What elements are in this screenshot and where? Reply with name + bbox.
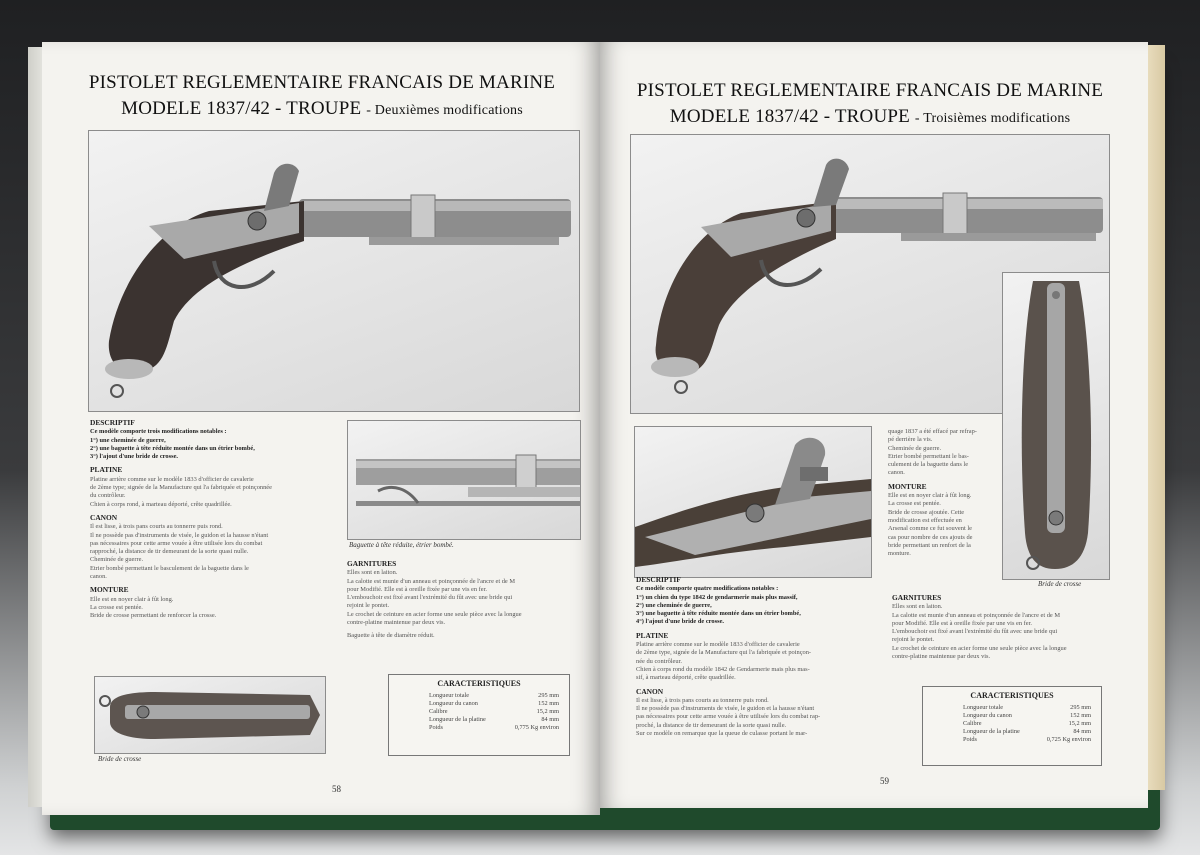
right-descriptif-line: Ce modèle comporte quatre modifications notables :: [636, 585, 779, 593]
right-platine-heading: PLATINE: [636, 630, 669, 640]
right-text-column-2: [888, 428, 1004, 558]
left-descriptif-line: 3°) l'ajout d'une bride de crosse.: [90, 453, 179, 461]
right-canon-line: Il ne possède pas d'instruments de visée, le guidon et la hausse n'étant: [636, 705, 815, 713]
right-text-column-1: [636, 576, 886, 738]
right-monture-line: monture.: [888, 550, 911, 558]
right-spec-row: [923, 704, 1101, 712]
left-canon-line: Etrier bombé permettant le basculement de la baguette dans le: [90, 564, 249, 572]
spec-label: Longueur du canon: [963, 712, 1012, 719]
left-canon-line: canon.: [90, 573, 107, 581]
left-main-pistol-photo: [88, 130, 580, 412]
right-canon-line: proché, la distance de tir demeurant de la sorte quasi nulle.: [636, 721, 787, 729]
right-descriptif-line: 1°) un chien du type 1842 de gendarmerie mais plus massif,: [636, 593, 798, 601]
right-canon-continued-line: culement de la baguette dans le: [888, 461, 969, 469]
spec-label: Longueur de la platine: [963, 728, 1020, 735]
left-garnitures-line: La calotte est munie d'un anneau et poinçonnée de l'ancre et de M: [347, 577, 516, 585]
left-descriptif-line: 2°) une baguette à tête réduite montée dans un étrier bombé,: [90, 444, 255, 452]
left-spec-row: [389, 708, 569, 716]
left-title-subtitle: - Deuxièmes modifications: [366, 103, 523, 118]
spec-label: Longueur du canon: [429, 700, 478, 707]
right-garnitures-line: Le crochet de ceinture en acier forme une seule pièce avec la longue: [892, 644, 1067, 652]
right-canon-continued-line: quage 1837 a été effacé par refrap-: [888, 428, 977, 435]
right-platine-line: Chien à corps rond du modèle 1842 de Gendarmerie mais plus mas-: [636, 665, 810, 673]
left-garnitures-line: L'embouchoir est fixé avant l'extrémité du fût avec une bride qui: [347, 594, 513, 602]
right-canon-heading: CANON: [636, 686, 664, 696]
right-canon-line: pas nécessaires pour cette arme vouée à être utilisée lors du combat rap-: [636, 713, 821, 721]
left-monture-line: Bride de crosse permettant de renforcer la crosse.: [90, 612, 217, 620]
left-garnitures-line: contre-platine maintenue par deux vis.: [347, 619, 446, 627]
left-spec-row: [389, 724, 569, 732]
left-canon-line: rapproché, la distance de tir demeurant de la sorte quasi nulle.: [90, 548, 249, 556]
bride-de-crosse-icon: [95, 677, 325, 753]
right-spec-row: [923, 720, 1101, 728]
left-descriptif-line: Ce modèle comporte trois modifications notables :: [90, 428, 227, 436]
right-garnitures-line: contre-platine maintenue par deux vis.: [892, 653, 991, 661]
spec-value: 15,2 mm: [1068, 720, 1091, 727]
left-platine-line: du contrôleur.: [90, 492, 126, 500]
left-garnitures-line: Le crochet de ceinture en acier forme une seule pièce avec la longue: [347, 610, 522, 618]
right-descriptif-line: 3°) une baguette à tête réduite montée dans un étrier bombé,: [636, 610, 801, 618]
right-monture-line: bride permettant un renfort de la: [888, 541, 971, 549]
left-title-line2: [62, 96, 582, 124]
right-monture-line: cas pour nombre de ces ajouts de: [888, 533, 973, 541]
right-bride-caption: Bride de crosse: [1038, 580, 1082, 588]
spec-label: Calibre: [429, 708, 448, 715]
right-garnitures-line: La calotte est munie d'un anneau et poinçonnée de l'ancre et de M: [892, 611, 1061, 619]
left-specs-title: CARACTERISTIQUES: [437, 679, 521, 688]
pistol-illustration-icon: [89, 131, 579, 411]
spec-value: 295 mm: [538, 692, 559, 699]
spec-label: Longueur totale: [429, 692, 470, 699]
left-bride-caption: Bride de crosse: [98, 755, 142, 763]
right-platine-line: de 2ème type, signée de la Manufacture qui l'a fabriquée et poinçon-: [636, 649, 812, 657]
right-canon-continued-line: Cheminée de guerre.: [888, 444, 942, 452]
right-canon-continued-line: canon.: [888, 469, 905, 477]
left-page-title: [62, 70, 582, 124]
right-monture-line: modification est effectuée en: [888, 516, 962, 524]
ramrod-detail-icon: [348, 421, 580, 539]
spec-label: Calibre: [963, 720, 982, 727]
left-monture-heading: MONTURE: [90, 585, 129, 595]
left-page-number: 58: [332, 784, 341, 794]
left-text-column-2: [347, 560, 583, 641]
left-canon-line: Il ne possède pas d'instruments de visée, le guidon et la hausse n'étant: [90, 531, 269, 539]
left-garnitures-heading: GARNITURES: [347, 559, 397, 568]
right-descriptif-line: 2°) une cheminée de guerre,: [636, 601, 712, 609]
left-platine-line: Chien à corps rond, à marteau déporté, crête quadrillée.: [90, 500, 232, 508]
right-garnitures-line: L'embouchoir est fixé avant l'extrémité du fût avec une bride qui: [892, 628, 1058, 636]
right-title-model: MODELE 1837/42 - TROUPE: [669, 106, 910, 127]
right-garnitures-line: pour Modifié. Elle est à oreille fixée par une vis en fer.: [892, 619, 1033, 627]
left-page: [42, 42, 600, 815]
right-title-subtitle: - Troisièmes modifications: [914, 111, 1071, 126]
left-spec-row: [389, 692, 569, 700]
left-spec-row: [389, 716, 569, 724]
spec-label: Longueur de la platine: [429, 716, 486, 723]
left-descriptif-line: 1°) une cheminée de guerre,: [90, 436, 166, 444]
right-monture-line: Elle est en noyer clair à fût long.: [888, 492, 972, 500]
spec-value: 84 mm: [1073, 728, 1091, 735]
left-bride-photo: [94, 676, 326, 754]
spec-value: 0,725 Kg environ: [1046, 736, 1091, 743]
right-monture-line: Bride de crosse ajoutée. Cette: [888, 508, 965, 516]
left-monture-line: Elle est en noyer clair à fût long.: [90, 595, 174, 603]
right-garnitures-line: rejoint le pontet.: [892, 636, 935, 644]
left-title-line1: PISTOLET REGLEMENTAIRE FRANCAIS DE MARINE: [88, 72, 556, 93]
spec-label: Poids: [429, 724, 443, 731]
right-platine-line: sif, à marteau déporté, crête quadrillée.: [636, 674, 736, 682]
spec-value: 152 mm: [538, 700, 559, 707]
right-bride-photo: [1002, 272, 1110, 580]
left-title-model: MODELE 1837/42 - TROUPE: [121, 98, 362, 119]
left-canon-heading: CANON: [90, 512, 118, 522]
right-page-title: [614, 78, 1126, 132]
right-platine-line: née du contrôleur.: [636, 657, 682, 665]
right-monture-heading: MONTURE: [888, 481, 927, 491]
right-canon-line: Il est lisse, à trois pans courts au tonnerre puis rond.: [636, 696, 769, 704]
spec-value: 84 mm: [541, 716, 559, 723]
spec-label: Longueur totale: [963, 704, 1004, 711]
lock-detail-icon: [635, 427, 871, 577]
spec-value: 15,2 mm: [536, 708, 559, 715]
left-spec-row: [389, 700, 569, 708]
bride-de-crosse-icon: [1003, 273, 1109, 579]
right-page: [600, 42, 1148, 808]
left-monture-line: La crosse est pentée.: [90, 603, 143, 611]
left-canon-line: pas nécessaires pour cette arme vouée à être utilisée lors du combat: [90, 539, 263, 547]
right-descriptif-line: 4°) l'ajout d'une bride de crosse.: [636, 618, 725, 626]
right-canon-continued-line: pé derrière la vis.: [888, 436, 933, 444]
spec-label: Poids: [963, 736, 977, 743]
left-specs-box: [388, 674, 570, 756]
right-descriptif-heading: DESCRIPTIF: [636, 575, 681, 584]
spec-value: 152 mm: [1070, 712, 1091, 719]
right-canon-line: Sur ce modèle on remarque que la queue de culasse portant le mar-: [636, 730, 808, 738]
left-ramrod-caption: Baguette à tête réduite, étrier bombé.: [349, 541, 454, 549]
right-title-line2: [614, 104, 1126, 132]
right-canon-continued-line: Etrier bombé permettant le bas-: [888, 452, 969, 460]
right-spec-row: [923, 712, 1101, 720]
right-text-column-3: [892, 594, 1128, 661]
left-garnitures-line: rejoint le pontet.: [347, 602, 390, 610]
left-platine-line: Platine arrière comme sur le modèle 1833 d'officier de cavalerie: [90, 475, 254, 483]
right-specs-title: CARACTERISTIQUES: [970, 691, 1054, 700]
left-platine-line: de 2ème type; signée de la Manufacture qui l'a fabriquée et poinçonnée: [90, 484, 272, 492]
right-monture-line: Arsenal comme ce fut souvent le: [888, 525, 972, 533]
right-page-number: 59: [880, 776, 889, 786]
right-specs-box: [922, 686, 1102, 766]
right-monture-line: La crosse est pentée.: [888, 500, 941, 508]
left-platine-heading: PLATINE: [90, 465, 123, 475]
right-spec-row: [923, 736, 1101, 744]
left-garnitures-line: Baguette à tête de diamètre réduit.: [347, 632, 435, 640]
left-canon-line: Cheminée de guerre.: [90, 556, 144, 564]
spec-value: 295 mm: [1070, 704, 1091, 711]
right-garnitures-heading: GARNITURES: [892, 593, 942, 602]
right-spec-row: [923, 728, 1101, 736]
right-garnitures-line: Elles sont en laiton.: [892, 603, 943, 611]
right-lock-detail-photo: [634, 426, 872, 578]
left-canon-line: Il est lisse, à trois pans courts au tonnerre puis rond.: [90, 523, 223, 531]
left-garnitures-line: Elles sont en laiton.: [347, 569, 398, 577]
right-title-line1: PISTOLET REGLEMENTAIRE FRANCAIS DE MARINE: [636, 80, 1104, 101]
left-text-column-1: [90, 419, 342, 621]
left-garnitures-line: pour Modifié. Elle est à oreille fixée par une vis en fer.: [347, 585, 488, 593]
right-platine-line: Platine arrière comme sur le modèle 1833 d'officier de cavalerie: [636, 641, 800, 649]
left-ramrod-photo: [347, 420, 581, 540]
left-descriptif-heading: DESCRIPTIF: [90, 418, 135, 427]
spec-value: 0,775 Kg environ: [514, 724, 559, 731]
